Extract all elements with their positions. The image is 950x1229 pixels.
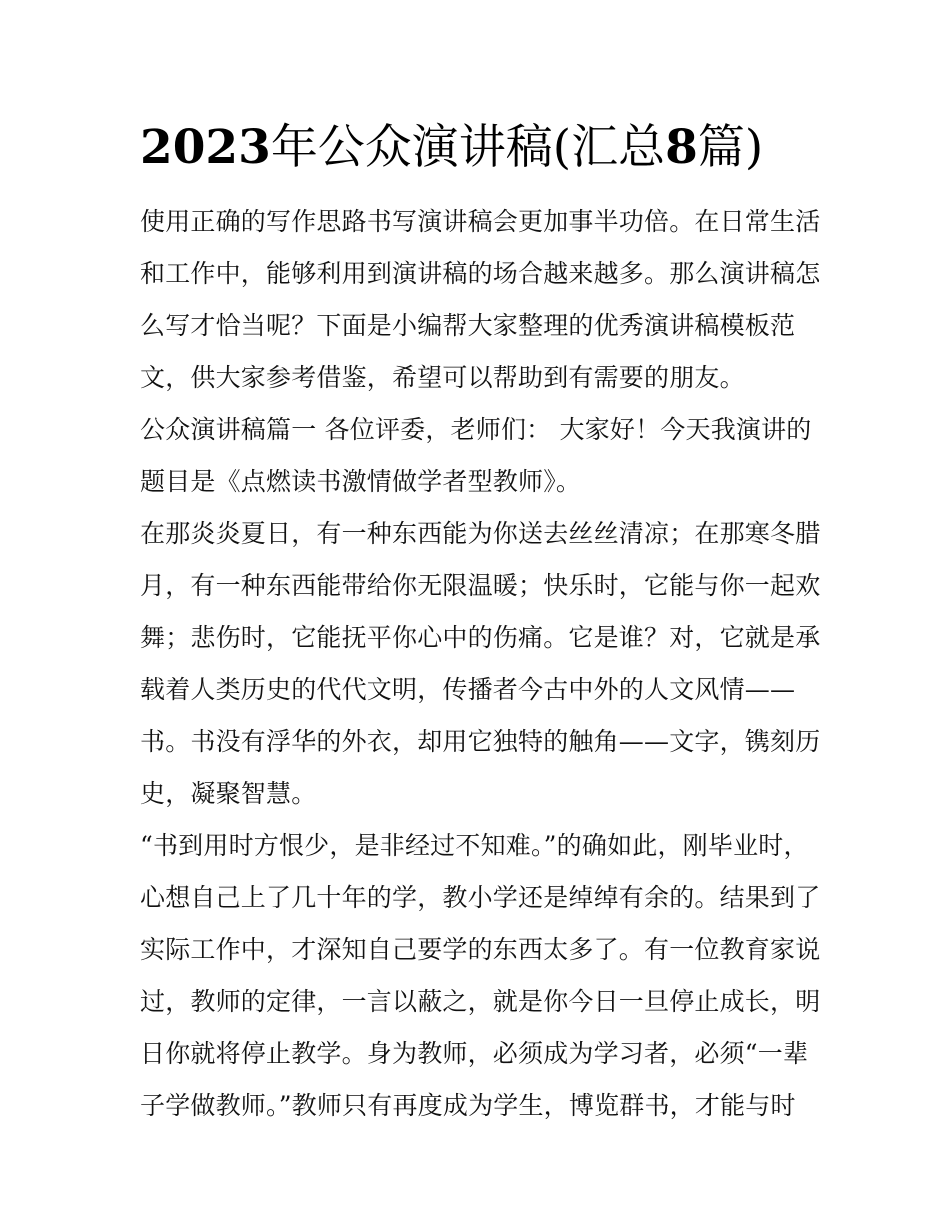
text-line: “书到用时方恨少，是非经过不知难。”的确如此，刚毕业时，: [140, 831, 809, 860]
paragraph-books: [140, 508, 820, 820]
text-line: 么写才恰当呢？下面是小编帮大家整理的优秀演讲稿模板范: [140, 311, 796, 340]
text-line: 使用正确的写作思路书写演讲稿会更加事半功倍。在日常生活: [140, 207, 820, 236]
text-line: 月，有一种东西能带给你无限温暖；快乐时，它能与你一起欢: [140, 571, 820, 600]
text-line: 心想自己上了几十年的学，教小学还是绰绰有余的。结果到了: [140, 883, 820, 912]
text-line: 子学做教师。”教师只有再度成为学生，博览群书，才能与时: [140, 1091, 796, 1120]
title-year: 2023: [140, 120, 271, 175]
text-line: 和工作中，能够利用到演讲稿的场合越来越多。那么演讲稿怎: [140, 259, 820, 288]
text-line: 书。书没有浮华的外衣，却用它独特的触角——文字，镌刻历: [140, 727, 820, 756]
text-line: 公众演讲稿篇一 各位评委，老师们： 大家好！今天我演讲的: [140, 415, 812, 444]
text-line: 日你就将停止教学。身为教师，必须成为学习者，必须“一辈: [140, 1039, 809, 1068]
text-line: 舞；悲伤时，它能抚平你心中的伤痛。它是谁？对，它就是承: [140, 623, 820, 652]
title-part2: 篇): [697, 120, 764, 175]
text-line: 载着人类历史的代代文明，传播者今古中外的人文风情——: [140, 675, 796, 704]
title-part1: 年公众演讲稿(汇总: [270, 120, 666, 175]
document-body: [140, 196, 820, 1132]
paragraph-teacher-learning: [140, 820, 820, 1132]
paragraph-speech-opening: [140, 404, 820, 508]
title-count: 8: [665, 120, 698, 175]
text-line: 实际工作中，才深知自己要学的东西太多了。有一位教育家说: [140, 935, 820, 964]
paragraph-intro: [140, 196, 820, 404]
text-line: 题目是《点燃读书激情做学者型教师》。: [140, 467, 582, 496]
text-line: 过，教师的定律，一言以蔽之，就是你今日一旦停止成长，明: [140, 987, 820, 1016]
text-line: 史，凝聚智慧。: [140, 779, 317, 808]
text-line: 文，供大家参考借鉴，希望可以帮助到有需要的朋友。: [140, 363, 745, 392]
text-line: 在那炎炎夏日，有一种东西能为你送去丝丝清凉；在那寒冬腊: [140, 519, 820, 548]
document-title: [140, 116, 820, 180]
